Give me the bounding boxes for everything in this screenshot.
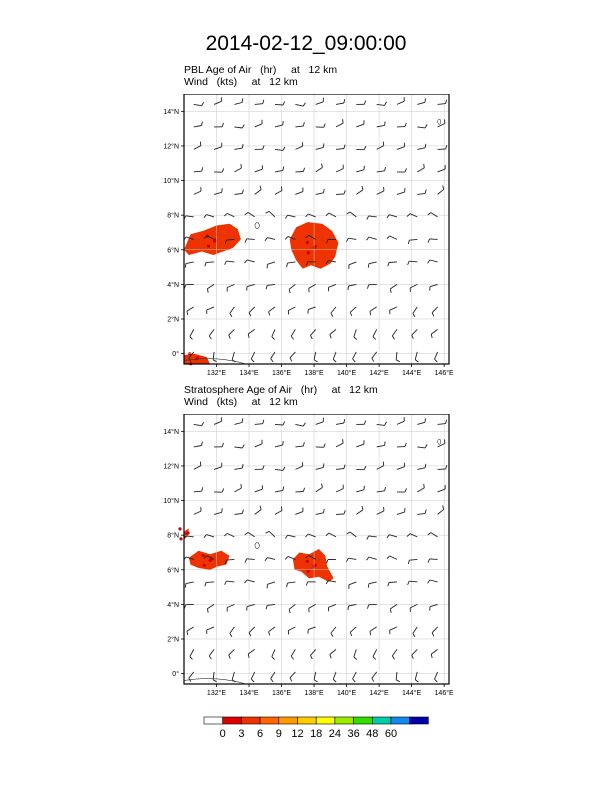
strat-lon-tick-label-5: 142°E: [369, 690, 389, 697]
strat-lon-tick-label-4: 140°E: [336, 690, 357, 697]
colorbar-label-2: 6: [257, 728, 264, 740]
strat-lon-tick-label-2: 136°E: [271, 690, 292, 697]
pbl-lon-tick-label-0: 132°E: [206, 370, 227, 377]
pbl-panel-title-line1: PBL Age of Air (hr) at 12 km: [184, 64, 338, 76]
colorbar-label-6: 24: [328, 728, 342, 740]
strat-panel-title-line2: Wind (kts) at 12 km: [184, 396, 298, 408]
strat-lon-tick-label-1: 134°E: [239, 690, 259, 697]
plot-title: 2014-02-12_09:00:00: [205, 32, 407, 55]
strat-lat-tick-label-1: 2°N: [167, 636, 179, 644]
colorbar-box-7: [335, 717, 354, 724]
pbl-lon-tick-label-1: 134°E: [239, 370, 259, 377]
pbl-lat-tick-label-3: 6°N: [167, 247, 179, 255]
pbl-lat-tick-label-2: 4°N: [167, 281, 179, 289]
pbl-lon-tick-label-7: 146°E: [434, 370, 454, 377]
strat-panel-title-line1: Stratosphere Age of Air (hr) at 12 km: [184, 384, 378, 396]
colorbar-label-8: 48: [366, 728, 379, 740]
pbl-lat-tick-label-0: 0°: [172, 351, 179, 359]
colorbar-label-7: 36: [347, 728, 360, 740]
colorbar-label-5: 18: [310, 728, 323, 740]
pbl-lat-tick-label-6: 12°N: [163, 143, 179, 151]
colorbar-box-9: [372, 717, 391, 724]
colorbar-label-0: 0: [219, 728, 226, 740]
colorbar-label-3: 9: [275, 728, 282, 740]
pbl-panel-title-line2: Wind (kts) at 12 km: [184, 76, 298, 88]
strat-lat-tick-label-2: 4°N: [167, 601, 179, 609]
pbl-lon-tick-label-6: 144°E: [402, 370, 422, 377]
colorbar-label-9: 60: [384, 728, 398, 740]
pbl-lon-tick-label-5: 142°E: [369, 370, 389, 377]
colorbar-box-6: [316, 717, 335, 724]
pbl-lat-tick-label-7: 14°N: [163, 108, 179, 116]
strat-lon-tick-label-6: 144°E: [402, 690, 422, 697]
colorbar-label-1: 3: [238, 728, 245, 740]
colorbar-box-3: [260, 717, 279, 724]
colorbar-box-5: [298, 717, 317, 724]
colorbar-box-0: [204, 717, 223, 724]
strat-lat-tick-label-6: 12°N: [163, 463, 179, 471]
strat-lon-tick-label-7: 146°E: [434, 690, 454, 697]
strat-lat-tick-label-7: 14°N: [163, 428, 179, 436]
pbl-lon-tick-label-2: 136°E: [271, 370, 292, 377]
strat-lon-tick-label-0: 132°E: [206, 690, 227, 697]
pbl-lat-tick-label-4: 8°N: [167, 212, 179, 220]
colorbar-box-2: [241, 717, 260, 724]
pbl-lon-tick-label-4: 140°E: [336, 370, 357, 377]
colorbar-box-8: [354, 717, 373, 724]
colorbar-label-4: 12: [291, 728, 304, 740]
pbl-lon-tick-label-3: 138°E: [304, 370, 324, 377]
colorbar-box-11: [410, 717, 429, 724]
strat-lat-tick-label-5: 10°N: [163, 498, 179, 506]
strat-lat-tick-label-4: 8°N: [167, 532, 179, 540]
pbl-lat-tick-label-1: 2°N: [167, 316, 179, 324]
colorbar-box-4: [279, 717, 298, 724]
strat-lat-tick-label-0: 0°: [172, 671, 179, 679]
strat-lon-tick-label-3: 138°E: [304, 690, 324, 697]
pbl-lat-tick-label-5: 10°N: [163, 178, 179, 186]
strat-lat-tick-label-3: 6°N: [167, 567, 179, 575]
colorbar-box-10: [391, 717, 410, 724]
colorbar-box-1: [223, 717, 242, 724]
